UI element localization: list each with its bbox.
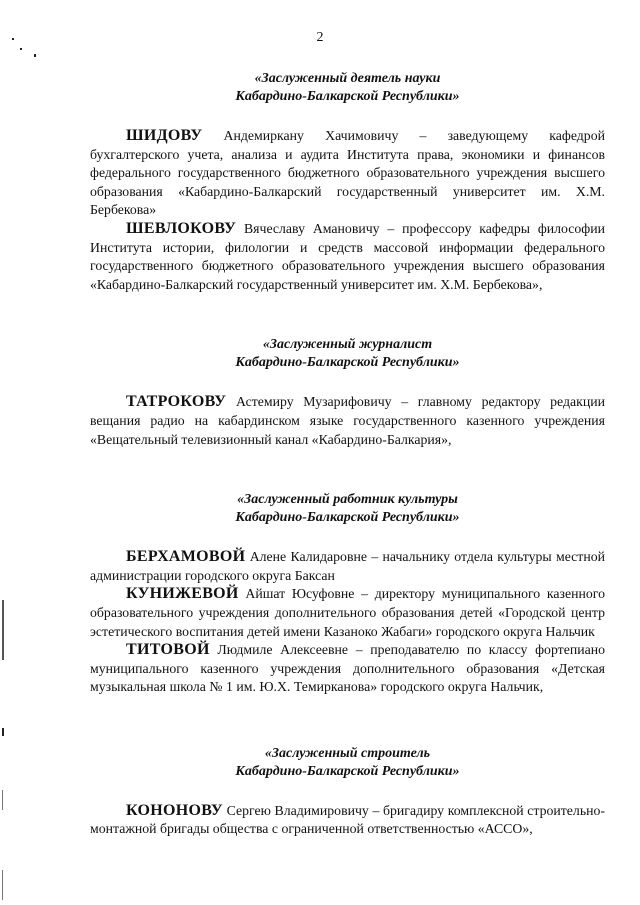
section-title <box>90 70 605 106</box>
scan-artifact <box>34 54 36 57</box>
section-title-line2: Кабардино-Балкарской Республики» <box>235 763 460 779</box>
awardee-entry <box>90 220 605 294</box>
scan-artifact <box>2 600 4 660</box>
awardee-details: Астемиру Музарифовичу – главному редактору редакции вещания радио на кабардинском языке государственного казенного учреждения «Вещательный телевизионный канал «Кабардино-Балкария», <box>90 394 605 447</box>
awardee-details: Андемиркану Хачимовичу – заведующему кафедрой бухгалтерского учета, анализа и аудита Института права, экономики и финансов федерального государственного бюджетного образовательного учреждения высшего образования «Кабардино-Балкарский государственный университет им. Х.М. Бербекова» <box>90 128 605 218</box>
awardee-entry <box>90 548 605 585</box>
section-title-line2: Кабардино-Балкарской Республики» <box>235 89 460 104</box>
awardee-surname: КОНОНОВУ <box>126 801 223 819</box>
awardee-details: Сергею Владимировичу – бригадиру комплексной строительно-монтажной бригады общества с ограниченной ответственностью «АССО», <box>90 802 605 837</box>
awardee-details: Вячеславу Амановичу – профессору кафедры философии Института истории, филологии и средств массовой информации федерального государственного бюджетного образовательного учреждения высшего образования «Кабардино-Балкарский государственный университет им. Х.М. Бербекова», <box>90 220 605 292</box>
page-number: 2 <box>316 30 324 45</box>
section-title-line1: «Заслуженный деятель науки <box>254 71 441 86</box>
section-title <box>90 745 605 781</box>
awardee-details: Айшат Юсуфовне – директору муниципального казенного образовательного учреждения дополнительного образования детей «Городской центр эстетического воспитания детей имени Казаноко Жабаги» городского округа Нальчик <box>90 586 605 639</box>
award-section <box>90 745 605 839</box>
section-title <box>90 336 605 372</box>
awardee-surname: ТАТРОКОВУ <box>126 393 227 411</box>
scan-artifact <box>2 728 4 736</box>
section-title-line2: Кабардино-Балкарской Республики» <box>235 355 460 371</box>
awardee-entry <box>90 641 605 697</box>
awardee-surname: ШИДОВУ <box>126 127 203 144</box>
scan-artifact <box>20 48 22 50</box>
awardee-details: Алене Калидаровне – начальнику отдела культуры местной администрации городского округа Баксан <box>90 549 605 583</box>
awardee-entry <box>90 393 605 449</box>
award-section <box>90 336 605 449</box>
award-section <box>90 491 605 697</box>
section-title-line2: Кабардино-Балкарской Республики» <box>235 510 460 526</box>
awardee-entry <box>90 802 605 839</box>
award-section <box>90 70 605 294</box>
scan-artifact <box>2 870 3 900</box>
awardee-entry <box>90 127 605 220</box>
awardee-surname: ТИТОВОЙ <box>126 641 210 659</box>
awardee-surname: ШЕВЛОКОВУ <box>126 219 237 237</box>
section-title <box>90 491 605 527</box>
awardee-entry <box>90 585 605 641</box>
document-body <box>90 70 605 839</box>
awardee-surname: КУНИЖЕВОЙ <box>126 585 239 603</box>
scan-artifact <box>2 790 3 810</box>
section-title-line1: «Заслуженный журналист <box>262 337 433 353</box>
awardee-details: Людмиле Алексеевне – преподавателю по классу фортепиано муниципального казенного учреждения дополнительного образования «Детская музыкальная школа № 1 им. Ю.Х. Темирканова» городского округа Нальчик, <box>90 642 605 695</box>
section-title-line1: «Заслуженный работник культуры <box>237 492 458 508</box>
awardee-surname: БЕРХАМОВОЙ <box>126 548 246 566</box>
section-title-line1: «Заслуженный строитель <box>264 745 431 761</box>
